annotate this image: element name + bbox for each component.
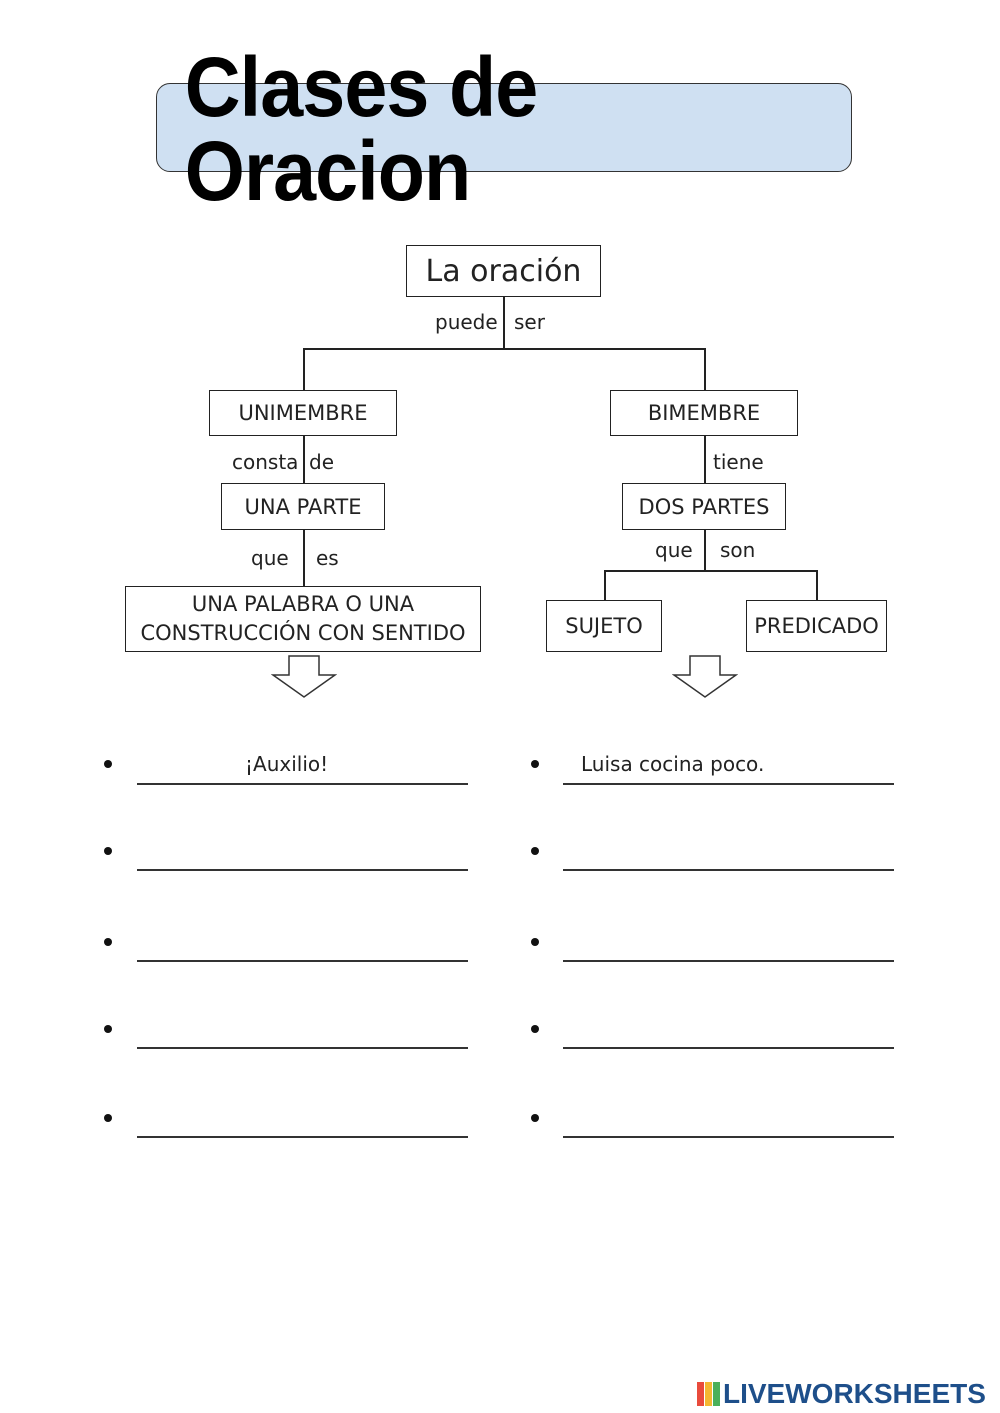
bimembre-link: tiene bbox=[713, 450, 764, 474]
bullet-icon bbox=[104, 1025, 112, 1033]
una-parte-label: UNA PARTE bbox=[244, 494, 362, 519]
bullet-icon bbox=[104, 760, 112, 768]
connector-line bbox=[303, 530, 305, 587]
una-parte-link-left: que bbox=[251, 546, 289, 570]
connector-line bbox=[303, 348, 305, 391]
branch-line bbox=[303, 348, 705, 350]
connector-line bbox=[303, 436, 305, 484]
answer-line[interactable] bbox=[563, 1136, 894, 1138]
una-parte-link-right: es bbox=[316, 546, 339, 570]
answer-line[interactable] bbox=[563, 960, 894, 962]
dos-partes-box bbox=[622, 483, 786, 530]
connector-line bbox=[704, 530, 706, 571]
connector-line bbox=[704, 436, 706, 484]
sujeto-label: SUJETO bbox=[565, 614, 643, 638]
bullet-icon bbox=[104, 938, 112, 946]
answer-text: Luisa cocina poco. bbox=[581, 752, 765, 776]
root-box bbox=[406, 245, 601, 297]
unimembre-label: UNIMEMBRE bbox=[238, 401, 368, 425]
connector-line bbox=[704, 348, 706, 391]
root-link-right: ser bbox=[514, 310, 545, 334]
answer-line[interactable] bbox=[563, 869, 894, 871]
connector-line bbox=[503, 297, 505, 349]
branch-line bbox=[604, 570, 817, 572]
sujeto-box bbox=[546, 600, 662, 652]
definition-box bbox=[125, 586, 481, 652]
dos-partes-link-left: que bbox=[655, 538, 693, 562]
bullet-icon bbox=[104, 847, 112, 855]
bullet-icon bbox=[531, 760, 539, 768]
title-banner bbox=[156, 39, 852, 218]
unimembre-link-right: de bbox=[309, 450, 334, 474]
bullet-icon bbox=[104, 1114, 112, 1122]
root-link-left: puede bbox=[435, 310, 498, 334]
definition-line-1: UNA PALABRA O UNA bbox=[191, 592, 415, 616]
answer-line[interactable] bbox=[137, 1136, 468, 1138]
arrow-down-icon bbox=[271, 655, 337, 699]
definition-line-2: CONSTRUCCIÓN CON SENTIDO bbox=[140, 621, 466, 645]
bimembre-label: BIMEMBRE bbox=[647, 401, 761, 425]
answer-line[interactable] bbox=[137, 1047, 468, 1049]
answer-line[interactable] bbox=[563, 1047, 894, 1049]
liveworksheets-logo-icon bbox=[697, 1382, 721, 1406]
arrow-down-icon bbox=[672, 655, 738, 699]
answer-line[interactable] bbox=[137, 783, 468, 785]
unimembre-box bbox=[209, 390, 397, 436]
predicado-label: PREDICADO bbox=[754, 614, 879, 638]
unimembre-link-left: consta bbox=[232, 450, 299, 474]
dos-partes-link-right: son bbox=[720, 538, 756, 562]
brand-name: LIVEWORKSHEETS bbox=[723, 1378, 986, 1409]
bullet-icon bbox=[531, 847, 539, 855]
bullet-icon bbox=[531, 1025, 539, 1033]
dos-partes-label: DOS PARTES bbox=[638, 494, 770, 519]
bimembre-box bbox=[610, 390, 798, 436]
bullet-icon bbox=[531, 1114, 539, 1122]
root-label: La oración bbox=[425, 253, 582, 289]
una-parte-box bbox=[221, 483, 385, 530]
page-title: Clases de Oracion bbox=[184, 39, 538, 218]
brand-footer bbox=[697, 1378, 986, 1410]
answer-line[interactable] bbox=[137, 869, 468, 871]
answer-text: ¡Auxilio! bbox=[245, 752, 329, 776]
connector-line bbox=[604, 570, 606, 601]
predicado-box bbox=[746, 600, 887, 652]
answer-line[interactable] bbox=[137, 960, 468, 962]
bullet-icon bbox=[531, 938, 539, 946]
connector-line bbox=[816, 570, 818, 601]
answer-line[interactable] bbox=[563, 783, 894, 785]
